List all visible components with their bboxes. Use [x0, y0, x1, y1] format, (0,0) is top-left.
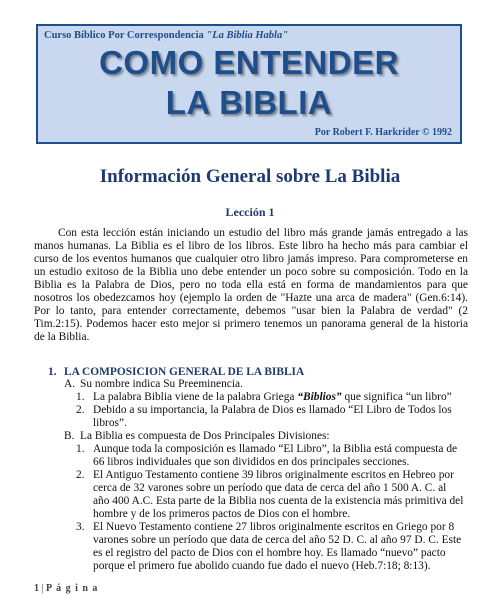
outline-num-a2: 2. — [76, 404, 85, 416]
outline-item-a1 — [93, 391, 452, 404]
outline-item-a: Su nombre indica Su Preeminencia. — [80, 378, 243, 390]
page-footer — [34, 583, 98, 594]
outline-item-b1-line1: Aunque toda la composición es llamado “El Libro”, la Biblia está compuesta de — [93, 443, 458, 455]
outline-item-b1-line2: 66 libros individuales que son divididos en dos principales secciones. — [93, 456, 410, 468]
outline-item-b: La Biblia es compuesta de Dos Principales Divisiones: — [80, 430, 330, 442]
outline-item-b2-line2: cerca de 32 varones sobre un período que data de cerca del año 1 500 A. C. al — [93, 482, 447, 494]
outline-num-b2: 2. — [76, 469, 85, 481]
intro-paragraph: Con esta lección están iniciando un estudio del libro más grande jamás entregado a las manos humanas. La Biblia es el libro de los libros. Este libro ha hecho más para cambiar el curso de los eventos humanos que cualquier otro libro jamás impreso. Para comprometerse en un estudio exitoso de la Biblia uno debe entender un poco sobre su composición. Todo en la Biblia es la Palabra de Dios, pero no toda ella está en forma de mandamientos para que nosotros los obedezcamos hoy (ejemplo la orden de "Hazte una arca de madera" (Gen.6:14). Por lo tanto, para entender correctamente, debemos "usar bien la Palabra de verdad" (2 Tim.2:15). Podemos hacer esto mejor si primero tenemos un panorama general de la historia de la Biblia. — [34, 227, 468, 343]
a1-greek-word: “Biblios” — [297, 391, 342, 403]
outline-letter-a: A. — [64, 378, 76, 390]
outline-num-b1: 1. — [76, 443, 85, 455]
footer-page-word: P á g i n a — [46, 583, 99, 594]
outline-item-a2-line2: libros”. — [93, 417, 127, 429]
outline-item-b2-line3: año 400 A.C. Esta parte de la Biblia nos cuenta de la existencia más primitiva del — [93, 495, 464, 507]
outline-num-b3: 3. — [76, 521, 85, 533]
outline-item-b3-line3: es el registro del pacto de Dios con el hombre hoy. Es llamado “nuevo” pacto — [93, 547, 446, 559]
outline-number-1: 1. — [48, 366, 57, 378]
outline-item-b3-line4: porque el primero fue abolido cuando fue dado el nuevo (Heb.7:18; 8:13). — [93, 560, 431, 572]
footer-separator: | — [39, 583, 47, 594]
outline-item-b3-line2: varones sobre un período que data de cerca del año 52 D. C. al año 97 D. C. Este — [93, 534, 462, 546]
outline-num-a1: 1. — [76, 391, 85, 403]
outline-heading-1: LA COMPOSICION GENERAL DE LA BIBLIA — [64, 366, 305, 378]
a1-text-post: que significa “un libro” — [341, 391, 452, 403]
main-title-line2: LA BIBLIA — [165, 84, 333, 121]
author-credit: Por Robert F. Harkrider © 1992 — [314, 127, 452, 138]
outline-item-b2-line4: hombre y de los primeros pactos de Dios con el hombre. — [93, 508, 351, 520]
main-title-line1: COMO ENTENDER — [99, 44, 399, 81]
outline-item-b2-line1: El Antiguo Testamento contiene 39 libros originalmente escritos en Hebreo por — [93, 469, 454, 481]
lesson-label: Lección 1 — [225, 205, 275, 219]
course-name — [44, 30, 288, 41]
course-prefix: Curso Bíblico Por Correspondencia — [44, 30, 207, 41]
outline-item-b3-line1: El Nuevo Testamento contiene 27 libros originalmente escritos en Griego por 8 — [93, 521, 455, 533]
outline-item-a2-line1: Debido a su importancia, la Palabra de Dios es llamado “El Libro de Todos los — [93, 404, 452, 416]
a1-text-pre: La palabra Biblia viene de la palabra Griega — [93, 391, 298, 403]
title-banner — [36, 24, 462, 144]
course-title: "La Biblia Habla" — [206, 30, 289, 41]
footer-page-number: 1 — [34, 583, 39, 594]
section-title: Información General sobre La Biblia — [99, 166, 401, 187]
outline-letter-b: B. — [64, 430, 75, 442]
